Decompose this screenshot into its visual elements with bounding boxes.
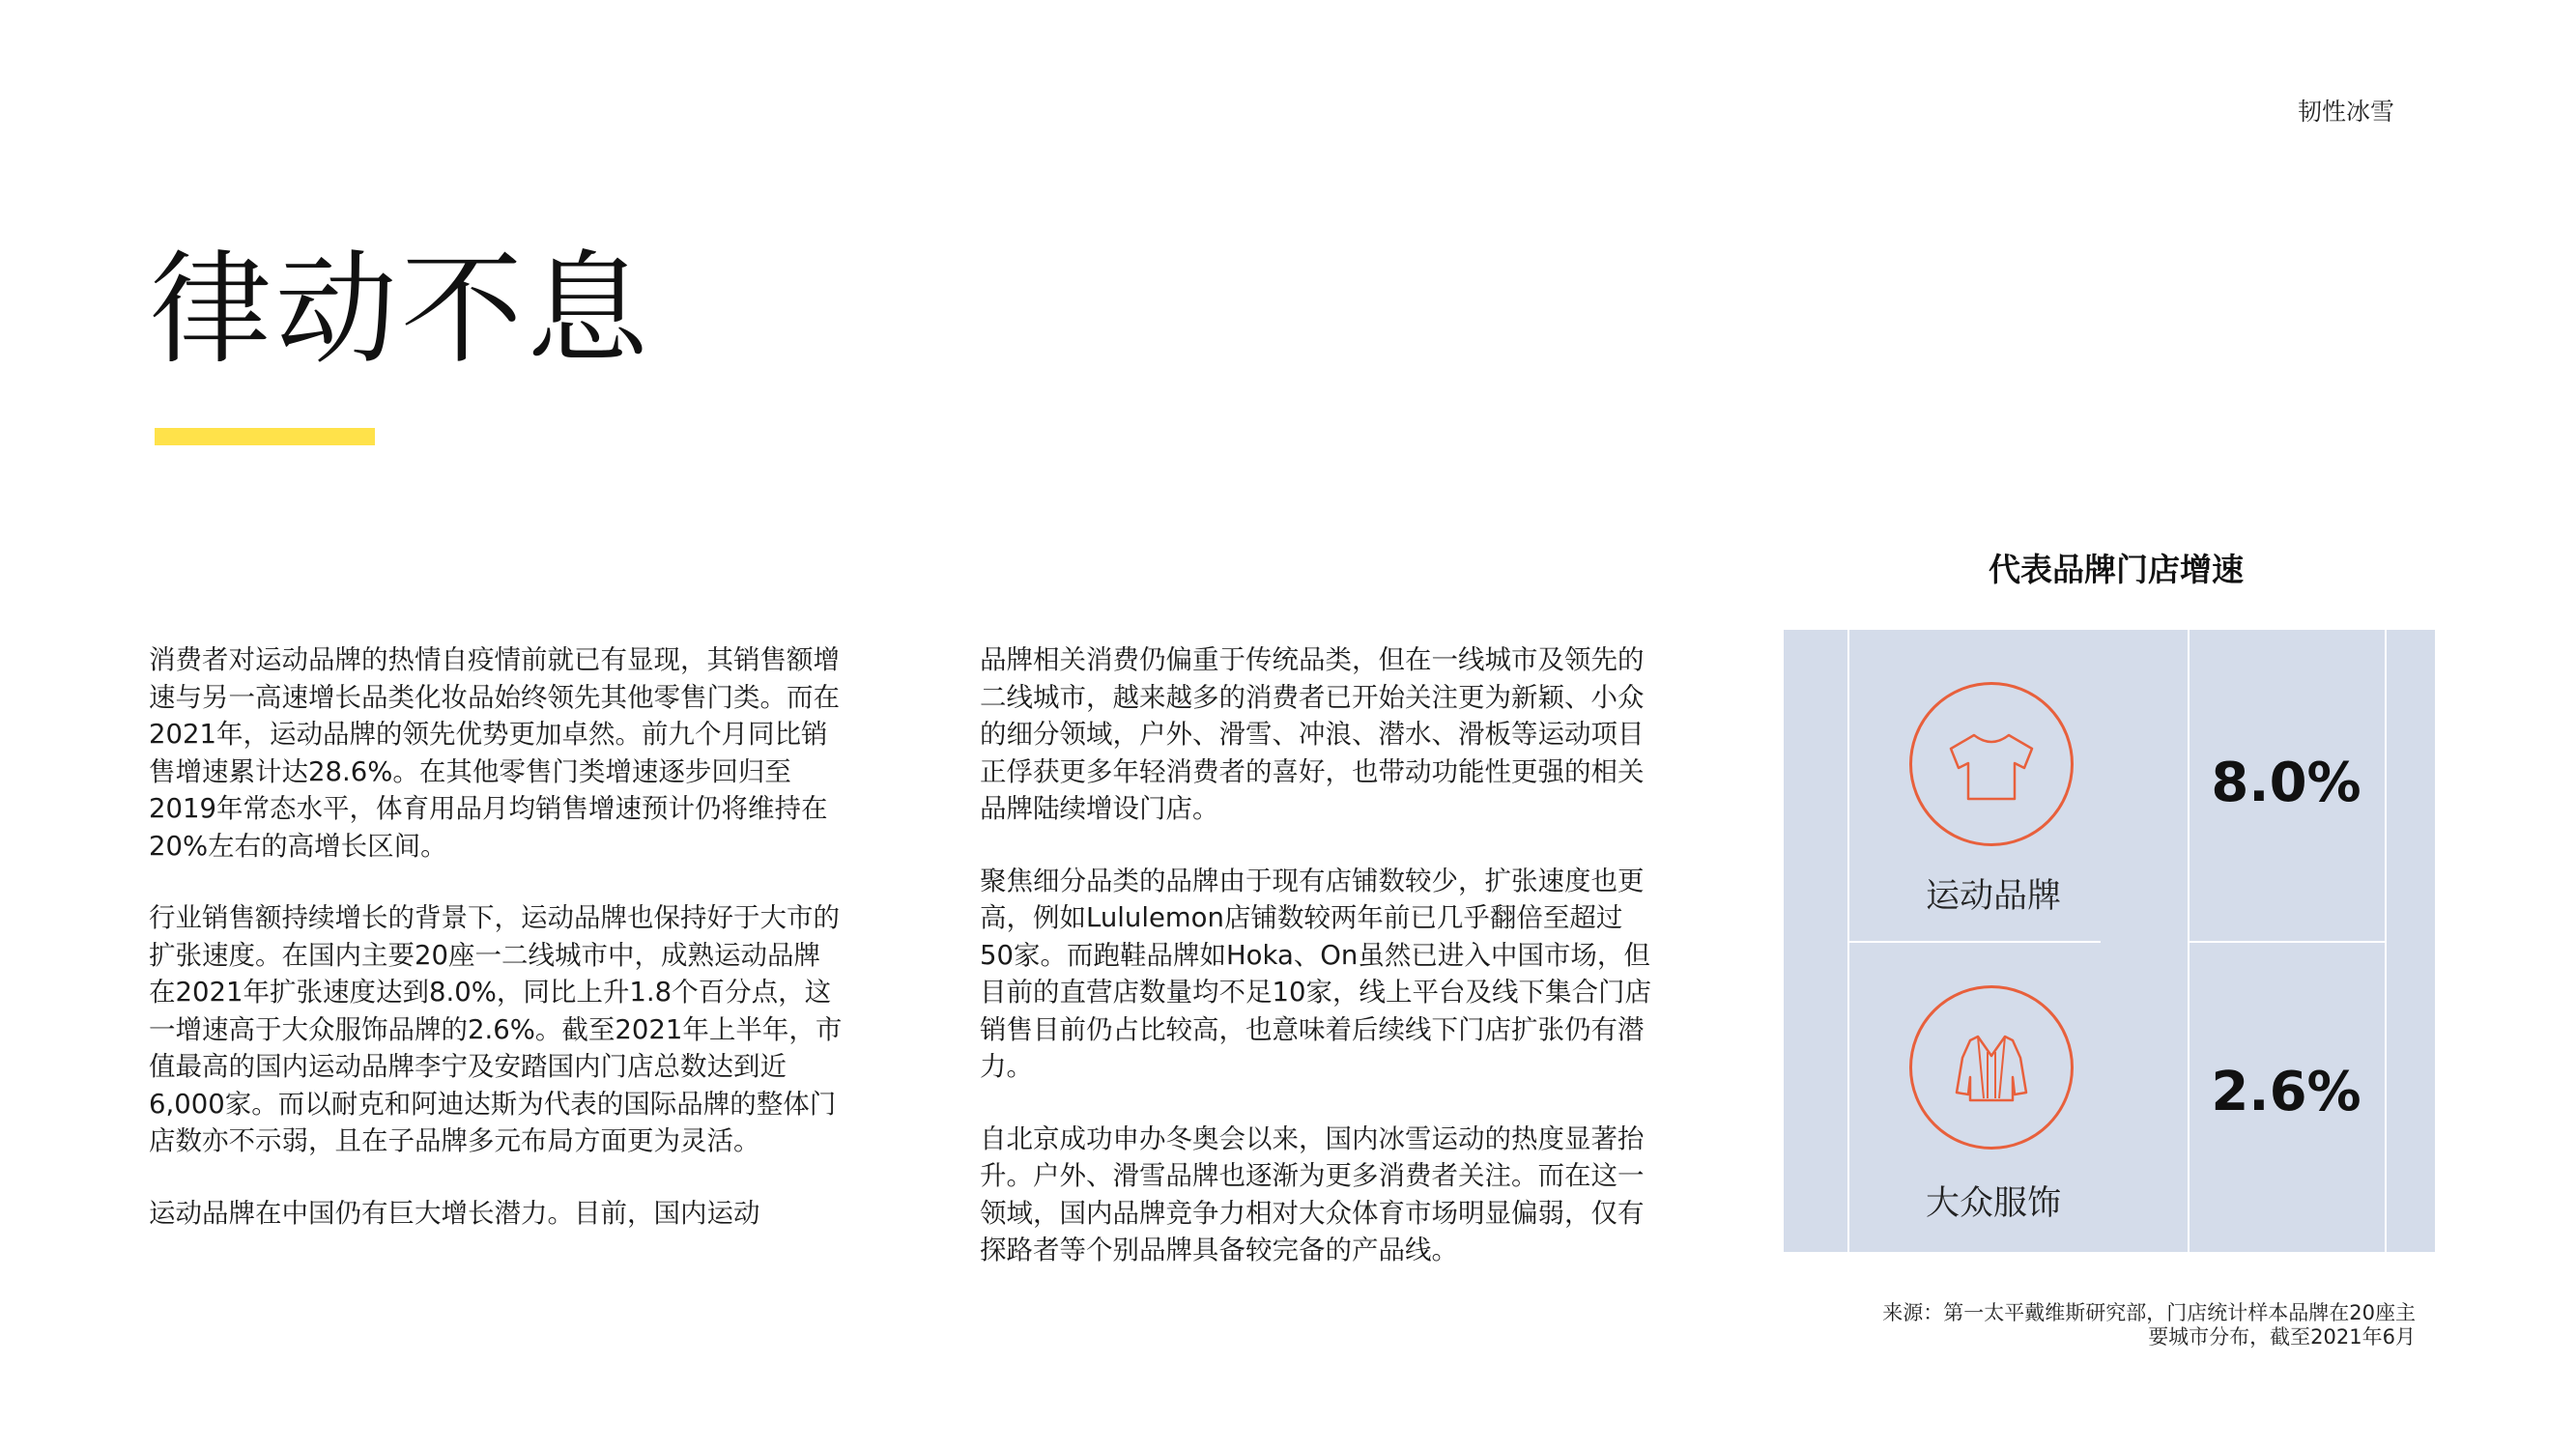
paragraph: 消费者对运动品牌的热情自疫情前就已有显现，其销售额增速与另一高速增长品类化妆品始终领先其他零售门类。而在2021年，运动品牌的领先优势更加卓然。前九个月同比销售增速累计达28.6%。在其他零售门类增速逐步回归至2019年常态水平，体育用品月均销售增速预计仍将维持在20%左右的高增长区间。 (149, 644, 840, 862)
source-note (1720, 1301, 2416, 1350)
grid-line (2188, 941, 2385, 943)
title-underline (155, 428, 375, 445)
grid-line (2385, 630, 2387, 1252)
cell-label: 运动品牌 (1925, 877, 2061, 916)
store-growth-panel (1784, 630, 2435, 1252)
paragraph: 运动品牌在中国仍有巨大增长潜力。目前，国内运动 (149, 1197, 760, 1229)
cell-label: 大众服饰 (1925, 1184, 2061, 1223)
body-column-2 (980, 641, 1656, 1304)
shirt-icon (1909, 985, 2074, 1150)
paragraph: 品牌相关消费仍偏重于传统品类，但在一线城市及领先的二线城市，越来越多的消费者已开始关注更为新颖、小众的细分领域，户外、滑雪、冲浪、潜水、滑板等运动项目正俘获更多年轻消费者的喜好，也带动功能性更强的相关品牌陆续增设门店。 (980, 644, 1645, 824)
paragraph: 聚焦细分品类的品牌由于现有店铺数较少，扩张速度也更高，例如Lululemon店铺数较两年前已几乎翻倍至超过50家。而跑鞋品牌如Hoka、On虽然已进入中国市场，但目前的直营店数量均不足10家，线上平台及线下集合门店销售目前仍占比较高，也意味着后续线下门店扩张仍有潜力。 (980, 865, 1651, 1082)
header-tag: 韧性冰雪 (2298, 98, 2395, 126)
panel-title: 代表品牌门店增速 (1989, 551, 2244, 588)
grid-line (1847, 941, 2101, 943)
t-shirt-icon (1909, 682, 2074, 846)
paragraph: 自北京成功申办冬奥会以来，国内冰雪运动的热度显著抬升。户外、滑雪品牌也逐渐为更多消费者关注。而在这一领域，国内品牌竞争力相对大众体育市场明显偏弱，仅有探路者等个别品牌具备较完备的产品线。 (980, 1122, 1645, 1265)
source-line: 来源：第一太平戴维斯研究部，门店统计样本品牌在20座主 (1882, 1301, 2416, 1324)
cell-value: 8.0% (2211, 752, 2361, 814)
cell-value: 2.6% (2211, 1061, 2361, 1123)
body-column-1 (149, 641, 844, 1266)
source-line: 要城市分布，截至2021年6月 (2148, 1325, 2416, 1349)
page-title: 律动不息 (150, 239, 652, 381)
paragraph: 行业销售额持续增长的背景下，运动品牌也保持好于大市的扩张速度。在国内主要20座一二线城市中，成熟运动品牌在2021年扩张速度达到8.0%，同比上升1.8个百分点，这一增速高于大众服饰品牌的2.6%。截至2021年上半年，市值最高的国内运动品牌李宁及安踏国内门店总数达到近6,000家。而以耐克和阿迪达斯为代表的国际品牌的整体门店数亦不示弱，且在子品牌多元布局方面更为灵活。 (149, 902, 843, 1156)
